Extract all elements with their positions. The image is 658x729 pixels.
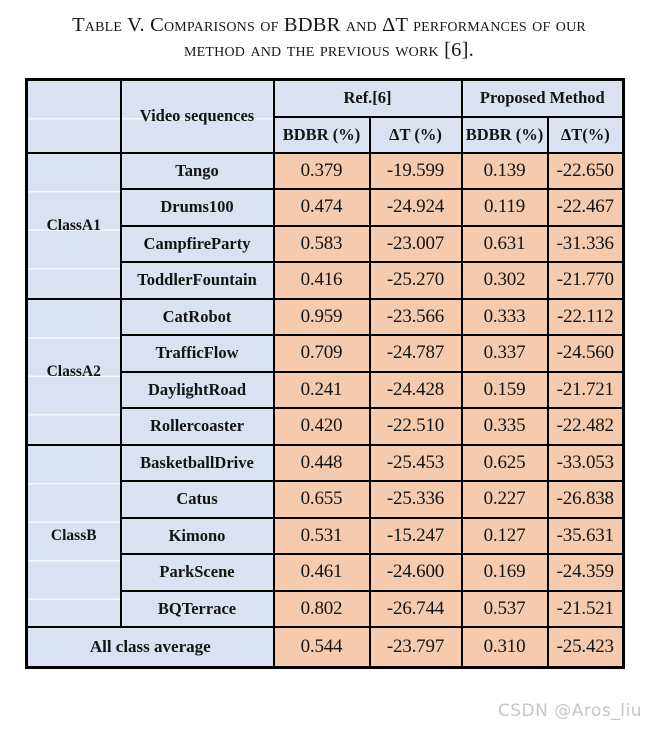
avg-ref-bdbr-value: 0.544 [274, 627, 370, 667]
proposed-bdbr-value: 0.159 [462, 372, 548, 409]
proposed-bdbr-value: 0.139 [462, 153, 548, 190]
ref-bdbr-value: 0.802 [274, 591, 370, 628]
ref-dt-value: -22.510 [370, 408, 462, 445]
class-b-label: ClassB [27, 445, 121, 628]
ref-bdbr-value: 0.655 [274, 481, 370, 518]
all-class-average-label: All class average [27, 627, 274, 667]
ref-dt-value: -25.453 [370, 445, 462, 482]
proposed-bdbr-value: 0.227 [462, 481, 548, 518]
proposed-dt-value: -33.053 [548, 445, 624, 482]
sequence-name: CampfireParty [121, 226, 274, 263]
proposed-dt-header: ΔT(%) [548, 117, 624, 153]
sequence-name: TrafficFlow [121, 335, 274, 372]
caption-line-1: Table V. Comparisons of BDBR and ΔT performances of our [72, 14, 586, 36]
proposed-bdbr-header: BDBR (%) [462, 117, 548, 153]
corner-cell [27, 80, 121, 153]
ref-dt-value: -25.270 [370, 262, 462, 299]
proposed-dt-value: -21.721 [548, 372, 624, 409]
ref-dt-value: -23.007 [370, 226, 462, 263]
sequence-name: ParkScene [121, 554, 274, 591]
ref6-dt-header: ΔT (%) [370, 117, 462, 153]
ref-bdbr-value: 0.531 [274, 518, 370, 555]
ref-dt-value: -24.787 [370, 335, 462, 372]
ref-dt-value: -24.924 [370, 189, 462, 226]
ref-dt-value: -24.600 [370, 554, 462, 591]
sequence-name: Drums100 [121, 189, 274, 226]
sequence-name: BasketballDrive [121, 445, 274, 482]
proposed-dt-value: -22.112 [548, 299, 624, 336]
proposed-bdbr-value: 0.335 [462, 408, 548, 445]
sequence-name: ToddlerFountain [121, 262, 274, 299]
proposed-dt-value: -24.560 [548, 335, 624, 372]
proposed-bdbr-value: 0.127 [462, 518, 548, 555]
average-row [27, 627, 624, 667]
ref-dt-value: -25.336 [370, 481, 462, 518]
sequence-name: DaylightRoad [121, 372, 274, 409]
proposed-bdbr-value: 0.333 [462, 299, 548, 336]
proposed-bdbr-value: 0.337 [462, 335, 548, 372]
sequence-name: CatRobot [121, 299, 274, 336]
sequence-name: Catus [121, 481, 274, 518]
table-row [27, 153, 624, 190]
proposed-dt-value: -24.359 [548, 554, 624, 591]
sequence-name: Tango [121, 153, 274, 190]
ref-bdbr-value: 0.241 [274, 372, 370, 409]
sequence-name: Kimono [121, 518, 274, 555]
ref-bdbr-value: 0.448 [274, 445, 370, 482]
class-a1-label: ClassA1 [27, 153, 121, 299]
ref6-group-header: Ref.[6] [274, 80, 462, 117]
watermark: CSDN @Aros_liu [497, 701, 642, 721]
sequence-name: Rollercoaster [121, 408, 274, 445]
proposed-bdbr-value: 0.631 [462, 226, 548, 263]
avg-proposed-bdbr-value: 0.310 [462, 627, 548, 667]
proposed-bdbr-value: 0.119 [462, 189, 548, 226]
proposed-dt-value: -22.650 [548, 153, 624, 190]
proposed-dt-value: -31.336 [548, 226, 624, 263]
ref-bdbr-value: 0.461 [274, 554, 370, 591]
proposed-dt-value: -22.467 [548, 189, 624, 226]
ref-dt-value: -23.566 [370, 299, 462, 336]
ref-bdbr-value: 0.474 [274, 189, 370, 226]
ref-dt-value: -26.744 [370, 591, 462, 628]
table-row [27, 299, 624, 336]
ref-dt-value: -24.428 [370, 372, 462, 409]
proposed-method-group-header: Proposed Method [462, 80, 624, 117]
proposed-bdbr-value: 0.537 [462, 591, 548, 628]
caption-line-2: method and the previous work [6]. [184, 39, 474, 61]
comparison-table [25, 78, 625, 669]
proposed-dt-value: -21.770 [548, 262, 624, 299]
proposed-bdbr-value: 0.169 [462, 554, 548, 591]
video-sequences-header: Video sequences [121, 80, 274, 153]
ref-dt-value: -19.599 [370, 153, 462, 190]
ref-bdbr-value: 0.959 [274, 299, 370, 336]
class-a2-label: ClassA2 [27, 299, 121, 445]
proposed-dt-value: -26.838 [548, 481, 624, 518]
table-row [27, 445, 624, 482]
proposed-dt-value: -35.631 [548, 518, 624, 555]
ref-bdbr-value: 0.416 [274, 262, 370, 299]
ref-bdbr-value: 0.583 [274, 226, 370, 263]
ref6-bdbr-header: BDBR (%) [274, 117, 370, 153]
proposed-dt-value: -22.482 [548, 408, 624, 445]
ref-bdbr-value: 0.709 [274, 335, 370, 372]
ref-bdbr-value: 0.379 [274, 153, 370, 190]
proposed-dt-value: -21.521 [548, 591, 624, 628]
table-caption [0, 0, 658, 63]
ref-dt-value: -15.247 [370, 518, 462, 555]
proposed-bdbr-value: 0.302 [462, 262, 548, 299]
proposed-bdbr-value: 0.625 [462, 445, 548, 482]
ref-bdbr-value: 0.420 [274, 408, 370, 445]
avg-ref-dt-value: -23.797 [370, 627, 462, 667]
sequence-name: BQTerrace [121, 591, 274, 628]
avg-proposed-dt-value: -25.423 [548, 627, 624, 667]
